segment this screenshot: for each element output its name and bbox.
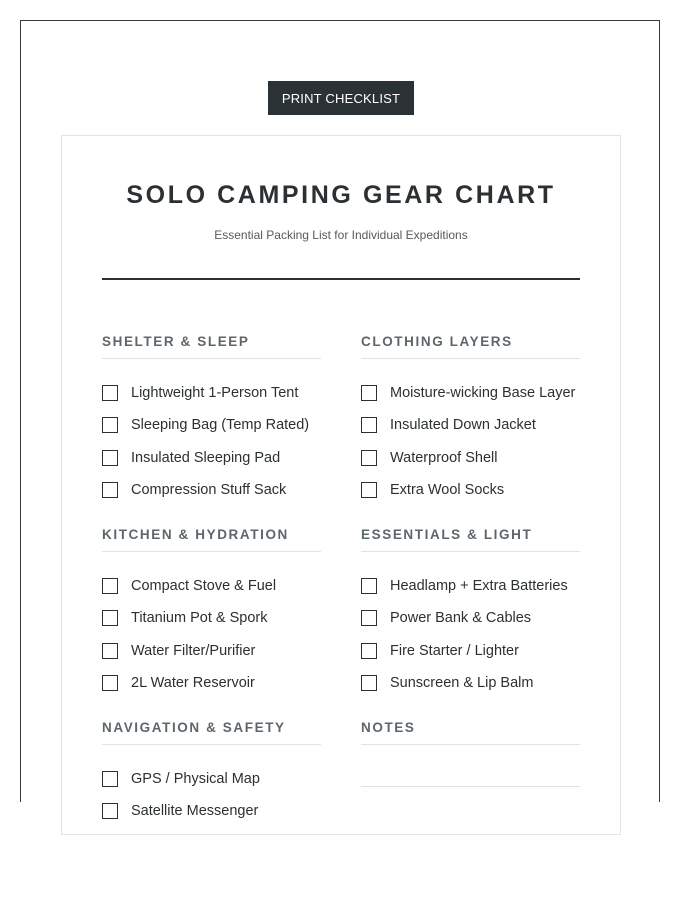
checkbox[interactable] — [361, 675, 377, 691]
gear-checklist-sheet — [61, 135, 621, 835]
page-subtitle: Essential Packing List for Individual Expeditions — [214, 228, 468, 242]
checklist-item-label: Moisture-wicking Base Layer — [390, 385, 576, 402]
checklist-item-label: Compression Stuff Sack — [131, 482, 287, 499]
page-title: SOLO CAMPING GEAR CHART — [126, 181, 556, 209]
checkbox[interactable] — [361, 385, 377, 401]
checklist-item[interactable] — [102, 442, 321, 474]
checkbox[interactable] — [361, 610, 377, 626]
checklist-item-label: Insulated Down Jacket — [390, 417, 536, 434]
checklist-item[interactable] — [102, 474, 321, 506]
checkbox[interactable] — [102, 675, 118, 691]
checklist-item-label: Satellite Messenger — [131, 803, 259, 820]
checkbox[interactable] — [361, 578, 377, 594]
section-title: KITCHEN & HYDRATION — [102, 527, 321, 552]
checklist-item[interactable] — [102, 763, 321, 795]
checkbox[interactable] — [102, 482, 118, 498]
section-title: NOTES — [361, 720, 580, 745]
checkbox[interactable] — [361, 450, 377, 466]
checklist-item-label: 2L Water Reservoir — [131, 675, 255, 692]
checklist-item-label: GPS / Physical Map — [131, 771, 260, 788]
checklist-item[interactable] — [361, 442, 580, 474]
section-title: CLOTHING LAYERS — [361, 334, 580, 359]
section-shelter-sleep — [102, 334, 321, 506]
section-title: SHELTER & SLEEP — [102, 334, 321, 359]
checklist-item[interactable] — [102, 635, 321, 667]
section-kitchen-hydration — [102, 527, 321, 699]
checklist-item-label: Compact Stove & Fuel — [131, 578, 277, 595]
checkbox[interactable] — [102, 417, 118, 433]
checklist-item[interactable] — [102, 377, 321, 409]
checklist-item-label: Sleeping Bag (Temp Rated) — [131, 417, 310, 434]
checklist — [102, 377, 321, 506]
page-frame — [20, 20, 660, 820]
section-clothing-layers — [361, 334, 580, 506]
checklist — [102, 570, 321, 699]
checklist-item-label: Sunscreen & Lip Balm — [390, 675, 534, 692]
checklist-item[interactable] — [361, 635, 580, 667]
checkbox[interactable] — [102, 450, 118, 466]
checklist-item-label: Headlamp + Extra Batteries — [390, 578, 568, 595]
checklist-item[interactable] — [361, 570, 580, 602]
checklist-item[interactable] — [361, 474, 580, 506]
section-title: NAVIGATION & SAFETY — [102, 720, 321, 745]
checklist — [102, 763, 321, 828]
checklist-item[interactable] — [102, 795, 321, 827]
notes-writing-line — [361, 745, 580, 787]
checklist-item[interactable] — [361, 667, 580, 699]
checklist-item-label: Waterproof Shell — [390, 449, 498, 466]
checkbox[interactable] — [361, 417, 377, 433]
checklist-item[interactable] — [361, 602, 580, 634]
checklist — [361, 377, 580, 506]
section-navigation-safety — [102, 720, 321, 828]
checkbox[interactable] — [102, 385, 118, 401]
checklist-item-label: Insulated Sleeping Pad — [131, 449, 281, 466]
checkbox[interactable] — [102, 610, 118, 626]
checklist-item[interactable] — [102, 570, 321, 602]
print-checklist-button[interactable]: PRINT CHECKLIST — [268, 81, 414, 115]
checklist-item[interactable] — [361, 409, 580, 441]
checklist-item-label: Water Filter/Purifier — [131, 642, 256, 659]
section-title: ESSENTIALS & LIGHT — [361, 527, 580, 552]
checklist-item[interactable] — [102, 667, 321, 699]
checkbox[interactable] — [102, 771, 118, 787]
checklist-item-label: Fire Starter / Lighter — [390, 642, 519, 659]
checklist-item-label: Power Bank & Cables — [390, 610, 532, 627]
checklist-item-label: Lightweight 1-Person Tent — [131, 385, 299, 402]
checklist-item[interactable] — [102, 602, 321, 634]
checkbox[interactable] — [102, 803, 118, 819]
checkbox[interactable] — [361, 482, 377, 498]
checklist-item[interactable] — [361, 377, 580, 409]
checkbox[interactable] — [102, 643, 118, 659]
checkbox[interactable] — [102, 578, 118, 594]
checklist-item-label: Titanium Pot & Spork — [131, 610, 268, 627]
checklist-item-label: Extra Wool Socks — [390, 482, 505, 499]
checklist-item[interactable] — [102, 409, 321, 441]
section-essentials-light — [361, 527, 580, 699]
checklist — [361, 570, 580, 699]
header-divider — [102, 278, 580, 280]
checkbox[interactable] — [361, 643, 377, 659]
section-notes — [361, 720, 580, 787]
